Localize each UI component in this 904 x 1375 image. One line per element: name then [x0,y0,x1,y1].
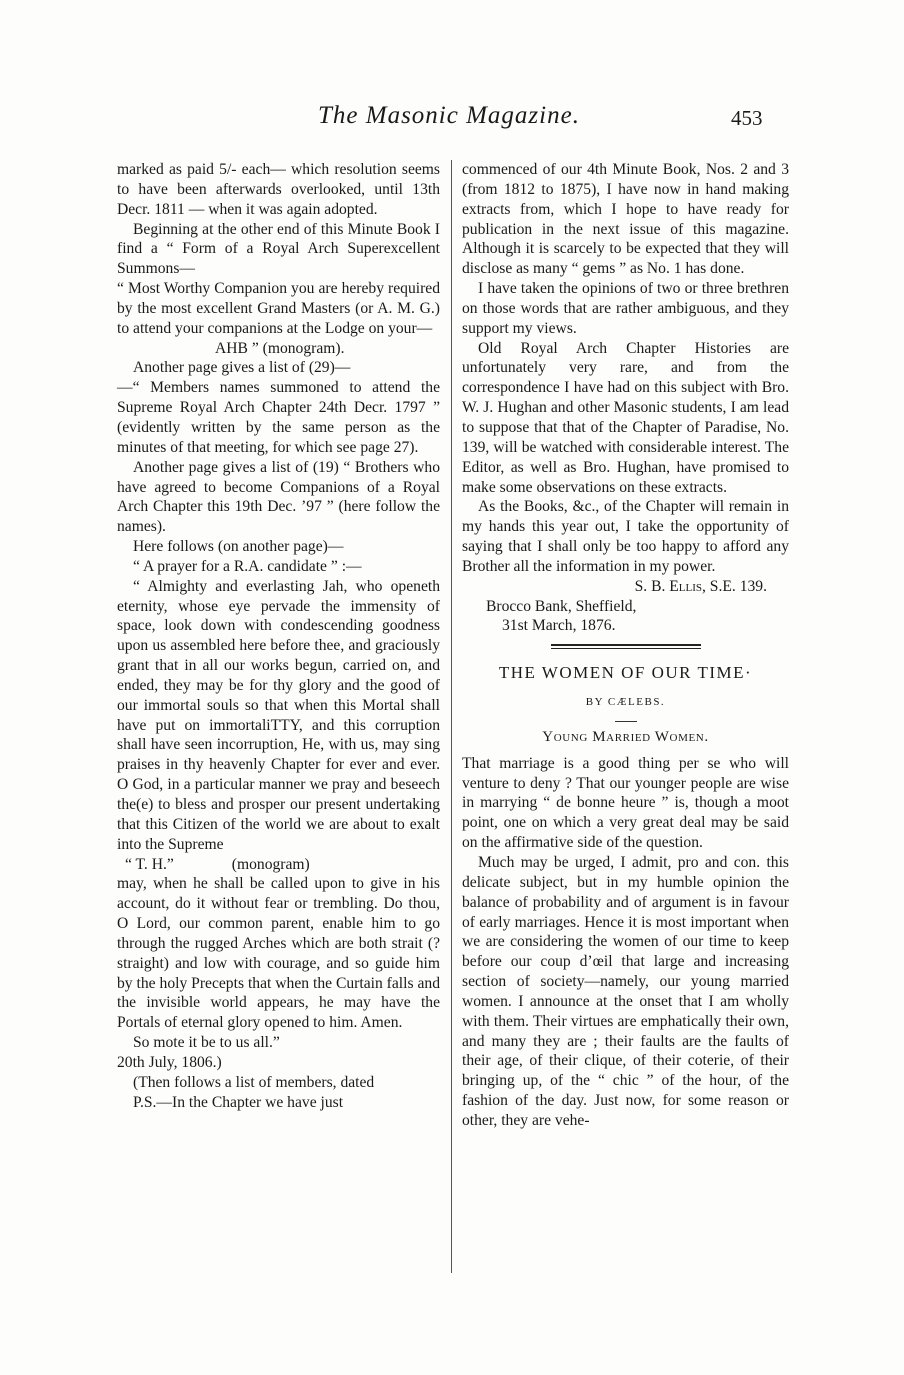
article-subtitle: Young Married Women. [542,728,709,745]
monogram-line: AHB ” (monogram). [215,339,345,357]
prayer-heading: “ A prayer for a R.A. candidate ” :— [133,557,362,575]
paragraph: (Then follows a list of members, dated [133,1073,375,1091]
monogram-label: (monogram) [231,855,310,873]
summons-quote: “ Most Worthy Companion you are hereby required by the most excellent Grand Masters (or A. M. G.) to attend your companions at the Lodge on your— [117,280,440,337]
paragraph: Another page gives a list of (29)— [133,359,351,377]
monogram-row [117,855,440,875]
prayer-text-continued: may, when he shall be called upon to give in his account, do it without fear or trembling. Do thou, O Lord, our common parent, enable him to go through the rugged Arches which are both strait (? straight) and low with courage, and so guide him by the holy Precepts that when the Curtain falls and the invisible world appears, he may have the Portals of eternal glory opened to him. Amen. [117,875,440,1032]
article-byline: BY CÆLEBS. [585,696,666,709]
prayer-closing: So mote it be to us all.” [133,1034,280,1052]
paragraph: That marriage is a good thing per se who will venture to deny ? That our younger people are wise in marrying “ de bonne heure ” is, though a moot point, one on which a very great deal may be said on the affirmative side of the question. [462,754,789,852]
column-divider [451,160,452,1273]
section-divider [551,644,701,649]
right-column [462,160,789,1131]
paragraph: Another page gives a list of (19) “ Brothers who have agreed to become Companions of a Royal Arch Chapter this 19th Dec. ’97 ” (here follow the names). [117,458,440,536]
article-title: THE WOMEN OF OUR TIME· [498,663,753,683]
paragraph: Much may be urged, I admit, pro and con. this delicate subject, but in my humble opinion the balance of probability and of argument is in favour of early marriages. Hence it is most important when we are considering the women of our time to keep before our coup d’œil that large and increasing section of society—namely, our young married women. I announce at the onset that I am wholly with them. Their virtues are emphatically their own, and many they are ; their faults are the faults of their age, of their clique, of their coterie, of their bringing up, of the “ chic ” of the hour, of the fashion of the day. Just now, for some reason or other, they are vehe- [462,854,789,1129]
paragraph: —“ Members names summoned to attend the Supreme Royal Arch Chapter 24th Decr. 1797 ” (evidently written by the same person as the minutes of that meeting, for which see page 27). [117,379,440,456]
byline-rule [615,721,637,722]
paragraph: I have taken the opinions of two or three brethren on those words that are rather ambiguous, and they support my views. [462,280,789,337]
paragraph: marked as paid 5/- each— which resolution seems to have been afterwards overlooked, until 13th Decr. 1811 — when it was again adopted. [117,161,440,218]
letter-date: 31st March, 1876. [502,617,616,635]
signature: S. B. Ellis, S.E. 139. [634,577,767,595]
paragraph: P.S.—In the Chapter we have just [133,1093,344,1111]
paragraph: Beginning at the other end of this Minute Book I find a “ Form of a Royal Arch Superexcellent Summons— [117,220,440,278]
page-number: 453 [731,106,763,130]
paragraph: Here follows (on another page)— [133,538,344,556]
paragraph: commenced of our 4th Minute Book, Nos. 2 and 3 (from 1812 to 1875), I have now in hand making extracts from, which I hope to have ready for publication in the next issue of this magazine. Although it is scarcely to be expected that they will disclose as many “ gems ” as No. 1 has done. [462,161,789,278]
monogram-initials: “ T. H.” [125,855,174,873]
magazine-title: The Masonic Magazine. [318,102,580,129]
address-line: Brocco Bank, Sheffield, [486,597,637,615]
paragraph: As the Books, &c., of the Chapter will remain in my hands this year out, I take the opportunity of saying that I shall only be too happy to afford any Brother all the information in my power. [462,498,789,575]
paragraph: Old Royal Arch Chapter Histories are unfortunately very rare, and from the correspondence I have had on this subject with Bro. W. J. Hughan and other Masonic students, I am lead to suppose that that of the Chapter of Paradise, No. 139, will be watched with considerable interest. The Editor, as well as Bro. Hughan, have promised to make some observations on these extracts. [462,339,789,496]
prayer-date: 20th July, 1806.) [117,1053,222,1071]
prayer-text: “ Almighty and everlasting Jah, who openeth eternity, whose eye pervade the immensity of space, look down with condescending goodness upon us assembled here before thee, and graciously grant that in all our works begun, carried on, and ended, they may be for thy glory and the good of our immortal souls so that when this Mortal shall have put on immortaliTTY, and this corruption shall have seen incorruption, He, with us, may sing praises in thy heavenly Chapter for ever and ever. O God, in a particular manner we pray and beseech the(e) to bless and prosper our present undertaking that this Citizen of the world we are about to exalt into the Supreme [117,577,440,853]
left-column [117,160,440,1113]
running-head [0,100,904,140]
